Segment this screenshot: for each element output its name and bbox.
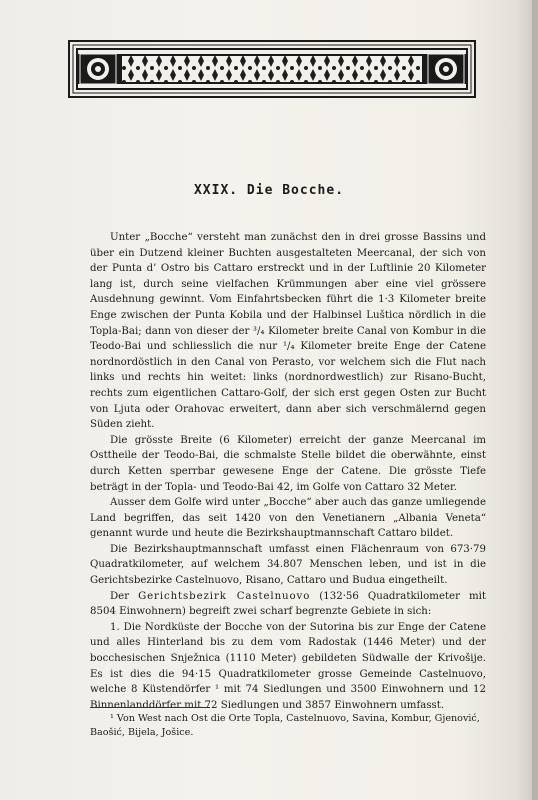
paragraph-text: Ausser dem Golfe wird unter „Bocche“ aber auch das ganze umliegende Land begriffen, das seit 1420 von den Venetianern „Albania Veneta“ genannt wurde und heute die Bezirkshauptmannschaft Cattaro bildet. xyxy=(90,497,486,540)
paragraph-text: Unter „Bocche“ versteht man zunächst den in drei grosse Bassins und über ein Dutzend kleiner Buchten ausgestalteten Meercanal, der sich von der Punta d’ Ostro bis Cattaro erstreckt und in der Luftlinie 20 Kilometer lang ist, durch seine vielfachen Krümmungen aber eine viel grössere Ausdehnung gewinnt. Vom Einfahrtsbecken führt die 1·3 Kilometer breite Enge zwischen der Punta Kobila und der Halbinsel Luštica nördlich in die Topla-Bai; dann von dieser der ³/₄ Kilometer breite Canal von Kombur in die Teodo-Bai und schliesslich die nur ¹/₄ Kilometer breite Enge der Catene nordnordöstlich in den Canal von Perasto, vor welchem sich die Flut nach links und rechts hin weitet: links (nordnordwestlich) zur Risano-Bucht, rechts zum eigentlichen Cattaro-Golf, der sich erst gegen Osten zur Bucht von Ljuta oder Orahovac erweitert, dann aber sich verschmälernd gegen Süden zieht. xyxy=(90,232,486,431)
paragraph xyxy=(90,495,486,542)
paragraph xyxy=(90,589,486,620)
paragraph-text: Die grösste Breite (6 Kilometer) erreicht der ganze Meercanal im Osttheile der Teodo-Bai, die schmalste Stelle bildet die oberwähnte, einst durch Ketten sperrbar gewesene Enge der Catene. Die grösste Tiefe beträgt in der Topla- und Teodo-Bai 42, im Golfe von Cattaro 32 Meter. xyxy=(90,434,486,493)
chapter-body xyxy=(90,230,486,713)
paragraph xyxy=(90,433,486,495)
paragraph-text: 1. Die Nordküste der Bocche von der Sutorina bis zur Enge der Catene und alles Hinterland bis zu dem vom Radostak (1446 Meter) und der bocchesischen Snježnica (1110 Meter) gebildeten Südwalle der Krivošije. Es ist dies die 94·15 Quadratkilometer grosse Gemeinde Castelnuovo, welche 8 Küstendörfer ¹ mit 74 Siedlungen und 3500 Einwohnern und 12 Binnenlanddörfer mit 72 Siedlungen und 3857 Einwohnern umfasst. xyxy=(90,621,486,711)
chapter-title: XXIX. Die Bocche. xyxy=(193,183,345,198)
footnote: ¹ Von West nach Ost die Orte Topla, Castelnuovo, Savina, Kombur, Gjenović, Baošić, Bijela, Jošice. xyxy=(90,713,480,738)
footnote-rule xyxy=(90,707,210,708)
decorative-header-ornament xyxy=(68,40,476,98)
paragraph-text: (132·56 Quadratkilometer mit 8504 Einwohnern) begreift zwei scharf begrenzte Gebiete in sich: xyxy=(90,590,486,618)
spaced-term: Gerichtsbezirk Castelnuovo xyxy=(138,590,311,602)
paragraph-text: Die Bezirkshauptmannschaft umfasst einen Flächenraum von 673·79 Quadratkilometer, auf welchem 34.807 Menschen leben, und ist in die Gerichtsbezirke Castelnuovo, Risano, Cattaro und Budua eingetheilt. xyxy=(90,543,486,587)
paragraph-text: Der xyxy=(110,590,139,602)
right-medallion-icon xyxy=(428,54,464,84)
paragraph xyxy=(90,620,486,714)
page-edge-shadow xyxy=(532,0,538,800)
paragraph xyxy=(90,230,486,433)
paragraph xyxy=(90,542,486,589)
left-medallion-icon xyxy=(80,54,116,84)
